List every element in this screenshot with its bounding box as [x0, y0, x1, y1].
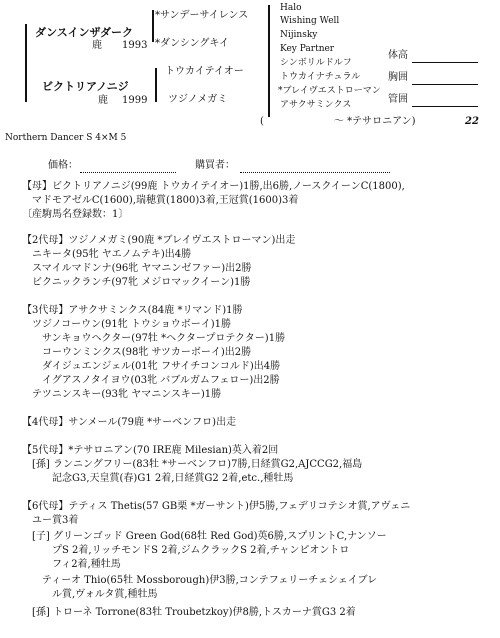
dam-coat: 鹿: [98, 95, 108, 106]
sire-coat: 鹿: [92, 40, 102, 51]
bracket-sire: [152, 10, 154, 42]
field-cannon-line[interactable]: [412, 106, 478, 107]
dam-line-end: ( 〜 *テサロニアン): [260, 116, 416, 127]
ss-name: *サンデーサイレンス: [155, 10, 249, 21]
family-line: ル賞,ヴォルタ賞,種牡馬: [22, 589, 158, 600]
sd-name: *ダンシングキイ: [155, 38, 229, 49]
price-line[interactable]: [80, 172, 176, 173]
family-line: ビクニックランチ(97牝 メジロマックイーン)1勝: [22, 277, 251, 288]
family-lines: [22, 180, 492, 635]
field-height-line[interactable]: [412, 62, 478, 63]
g3-symboli: シンボリルドルフ: [280, 58, 352, 68]
family-line: ニキータ(95牝 ヤエノムテキ)出4勝: [22, 249, 192, 260]
g3-wishing-well: Wishing Well: [280, 16, 340, 26]
price-label: 価格：: [48, 160, 78, 171]
dam-name: ビクトリアノニジ: [42, 80, 129, 93]
bracket-dam: [155, 68, 157, 102]
family-line: フィ2着,種牡馬: [22, 559, 121, 570]
field-height: 体高: [388, 50, 408, 61]
section-header: 【5代母】*テサロニアン(70 IRE鹿 Milesian)英入着2回: [22, 445, 279, 456]
bracket-g3: [268, 5, 270, 117]
dd-name: ツジノメガミ: [168, 94, 228, 105]
field-cannon: 管囲: [388, 94, 408, 105]
section-header: 【6代母】テティス Thetis(57 GB栗 *ガーサント)伊5勝,フェデリコテシオ賞,アヴェニ: [22, 501, 411, 512]
section-header: 【2代母】ツジノメガミ(90鹿 *ブレイヴエストローマン)出走: [22, 235, 296, 246]
family-line: 記念G3,天皇賞(春)G1 2着,日経賞G2 2着,etc.,種牡馬: [22, 473, 294, 484]
inbreeding-cross: Northern Dancer S 4×M 5: [5, 133, 127, 143]
field-girth: 胸囲: [388, 72, 408, 83]
family-line: [孫] トローネ Torrone(83牡 Troubetzkoy)伊8勝,トスカーナ賞G3 2着: [22, 607, 356, 618]
section-header: 【母】ビクトリアノニジ(99鹿 トウカイテイオー)1勝,出6勝,ノースクイーンC(1800),: [22, 181, 405, 192]
family-line: イグアスノタイヨウ(03牝 バブルガムフェロー)出2勝: [22, 375, 280, 386]
buyer-line[interactable]: [240, 172, 390, 173]
family-line: コーウンミンクス(98牝 サツカーボーイ)出2勝: [22, 347, 252, 358]
section-header: 【3代母】アサクサミンクス(84鹿 *リマンド)1勝: [22, 305, 243, 316]
family-line: ダイジュエンジェル(01牝 フサイチコンコルド)出4勝: [22, 361, 281, 372]
family-number: 22: [465, 116, 479, 127]
family-line: プS 2着,リッチモンドS 2着,ジムクラックS 2着,チャンピオントロ: [22, 545, 350, 556]
dam-year: 1999: [122, 95, 148, 106]
bracket-main: [25, 24, 27, 102]
ds-name: トウカイテイオー: [165, 66, 244, 77]
g3-halo: Halo: [280, 3, 302, 13]
family-line: ティーオ Thio(65牡 Mossborough)伊3勝,コンテフェリーチェシェイブレ: [22, 575, 378, 586]
family-line: ユー賞3着: [22, 515, 79, 526]
field-girth-line[interactable]: [412, 84, 478, 85]
sire-name: ダンスインザダーク: [35, 26, 134, 39]
family-line: サンキョウヘクター(97牡 *ヘクタープロテクター)1勝: [22, 333, 286, 344]
g3-nijinsky: Nijinsky: [280, 30, 318, 40]
g3-key-partner: Key Partner: [280, 44, 335, 54]
g3-tokai: トウカイナチュラル: [280, 72, 361, 82]
section-header: 【4代母】サンメール(79鹿 *サーベンフロ)出走: [22, 417, 237, 428]
family-line: [孫] ランニングフリー(83牡 *サーベンフロ)7勝,日経賞G2,AJCCG2,福島: [22, 459, 363, 470]
family-line: ツジノコーウン(91牝 トウショウボーイ)1勝: [22, 319, 231, 330]
family-line: [子] グリーンゴッド Green God(68牡 Red God)英6勝,スプリントC,ナンソー: [22, 531, 387, 542]
family-line: 〔産駒馬名登録数：1〕: [22, 209, 129, 220]
g3-brave: *ブレイヴエストローマン: [278, 86, 381, 96]
family-line: マドモアゼルC(1600),瑞穂賞(1800)3着,王冠賞(1600)3着: [22, 195, 299, 206]
buyer-label: 購買者：: [195, 160, 235, 171]
family-line: テツニンスキー(93牝 ヤマニンスキー)1勝: [22, 389, 222, 400]
g3-asakusa: アサクサミンクス: [280, 100, 352, 110]
family-line: スマイルマドンナ(96牝 ヤマニンゼファー)出2勝: [22, 263, 252, 274]
sire-year: 1993: [122, 40, 148, 51]
